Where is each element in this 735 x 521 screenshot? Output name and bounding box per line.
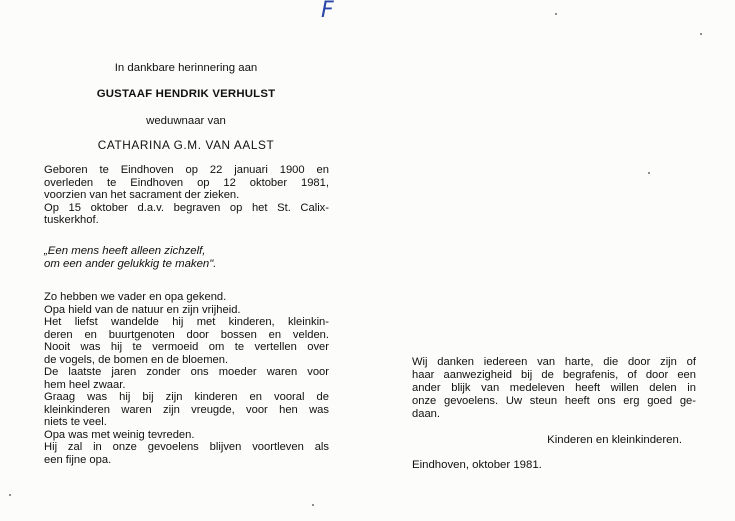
deceased-name: GUSTAAF HENDRIK VERHULST (96, 88, 276, 100)
memory-line: kleinkinderen waren zijn vreugde, voor hen was (44, 403, 329, 416)
memory-line: Nooit was hij te vermoeid om te vertellen over (44, 341, 329, 353)
memory-line: niets te veel. (44, 416, 107, 428)
thanks-line: haar aanwezigheid bij de begrafenis, of door een (412, 369, 696, 381)
intro-text: In dankbare herinnering aan (114, 62, 258, 74)
right-page (412, 0, 712, 521)
quote-block (44, 245, 216, 271)
memory-paragraph (44, 291, 329, 466)
left-page (41, 0, 331, 521)
memory-line: deren en buurtgenoten door bossen en velden. (44, 328, 329, 341)
memory-line: Zo hebben we vader en opa gekend. (44, 291, 227, 303)
biography-line: Geboren te Eindhoven op 22 januari 1900 en (44, 164, 329, 176)
biography-paragraph (44, 164, 329, 227)
memory-line: hem heel zwaar. (44, 378, 126, 391)
memory-line: een fijne opa. (44, 453, 112, 466)
quote-line: om een ander gelukkig te maken". (44, 258, 217, 270)
memory-line: Opa was met weinig tevreden. (44, 428, 195, 441)
thanks-line: ander blijk van medeleven heeft willen delen in (412, 382, 696, 394)
thanks-paragraph (412, 356, 696, 421)
memory-line: Hij zal in onze gevoelens blijven voortleven als (44, 441, 329, 453)
quote-line: „Een mens heeft alleen zichzelf, (44, 245, 206, 257)
place-date: Eindhoven, oktober 1981. (412, 459, 542, 471)
thanks-line: onze gevoelens. Uw steun heeft ons erg goed ge- (412, 395, 696, 407)
biography-line: voorzien van het sacrament der zieken. (44, 189, 240, 201)
spouse-name: CATHARINA G.M. VAN AALST (97, 138, 275, 152)
memory-line: de vogels, de bomen en de bloemen. (44, 353, 229, 366)
thanks-line: daan. (412, 408, 440, 420)
memory-line: De laatste jaren zonder ons moeder waren voor (44, 366, 329, 378)
biography-line: overleden te Eindhoven op 12 oktober 1981, (44, 176, 329, 189)
memory-line: Het liefst wandelde hij met kinderen, kleinkin- (44, 316, 329, 328)
relation-text: weduwnaar van (146, 115, 226, 127)
handwritten-f-mark: F (321, 0, 334, 23)
signature-line: Kinderen en kleinkinderen. (547, 434, 682, 446)
thanks-line: Wij danken iedereen van harte, die door zijn of (412, 356, 696, 368)
memory-line: Opa hield van de natuur en zijn vrijheid. (44, 303, 241, 316)
scan-speck (9, 494, 11, 496)
biography-line: Op 15 oktober d.a.v. begraven op het St. Calix- (44, 201, 329, 214)
biography-line: tuskerkhof. (44, 214, 99, 226)
memory-line: Graag was hij bij zijn kinderen en vooral de (44, 391, 329, 403)
